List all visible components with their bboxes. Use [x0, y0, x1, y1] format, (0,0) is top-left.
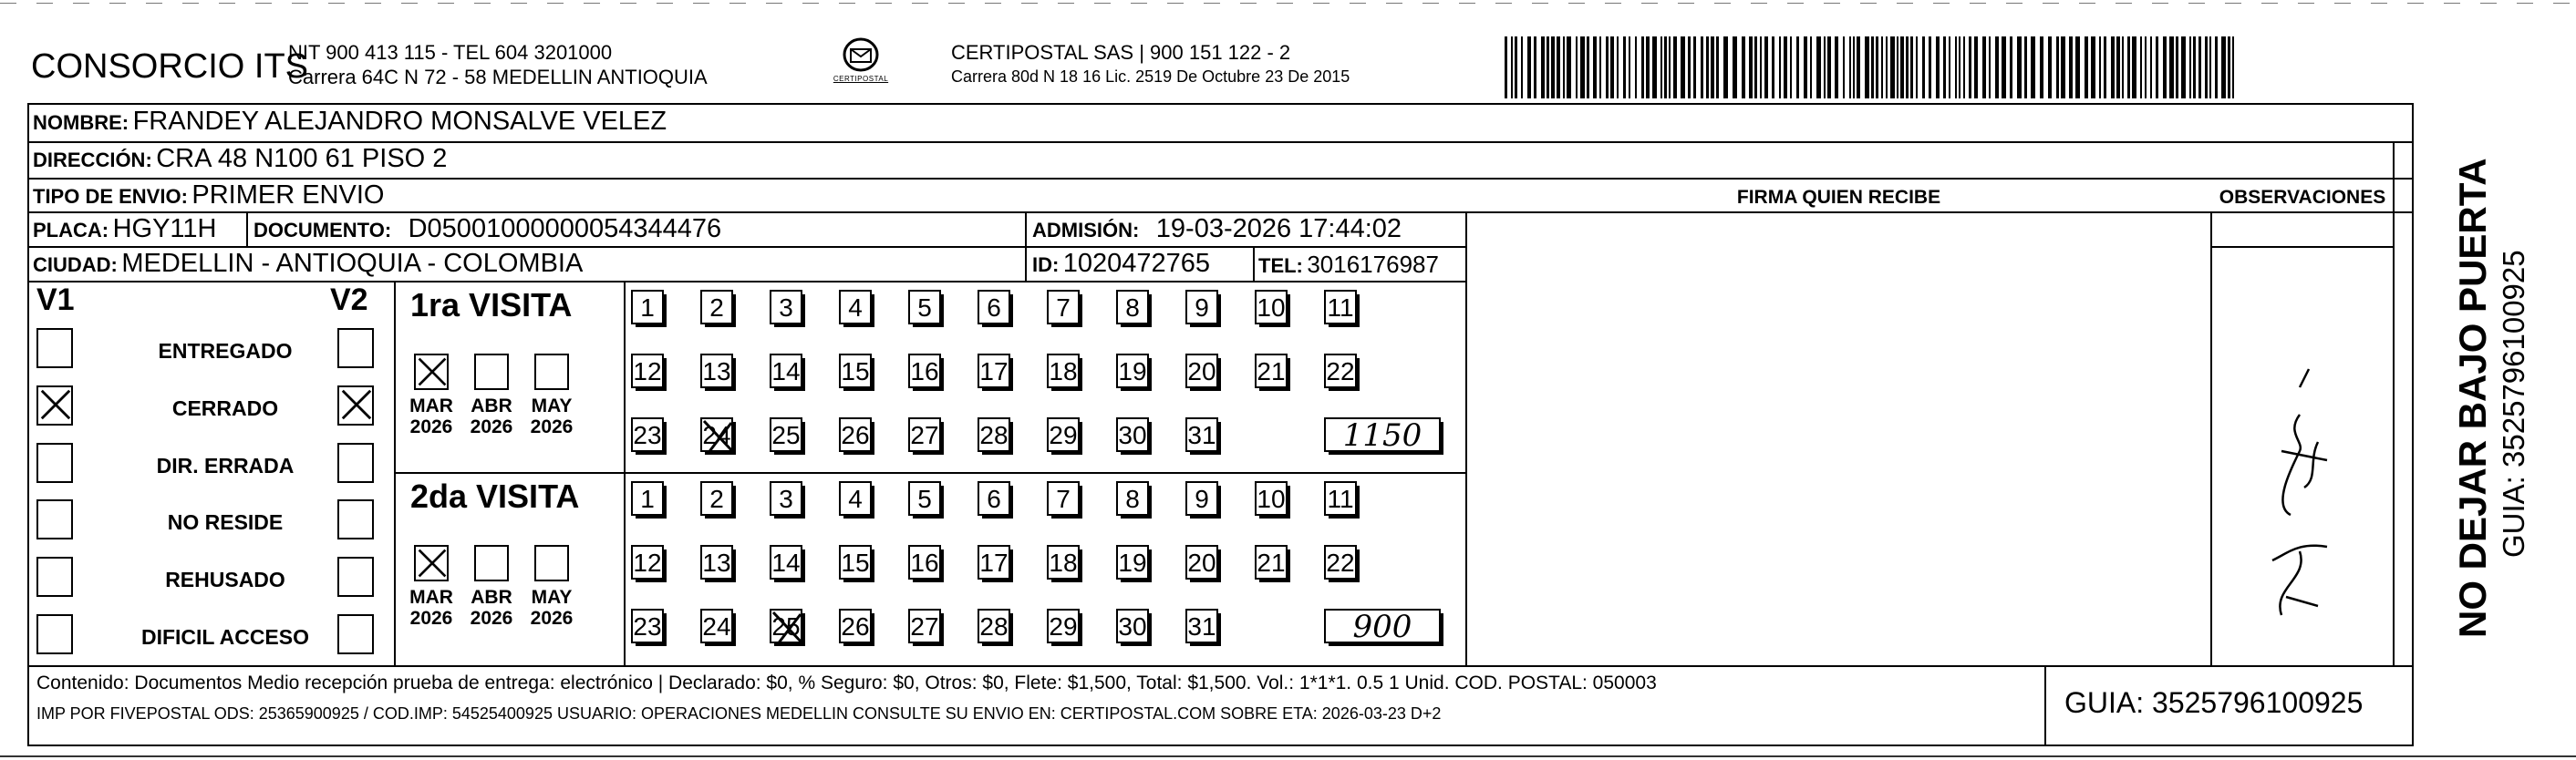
barcode-bar [2122, 36, 2124, 98]
barcode-bar [1969, 36, 1971, 98]
barcode-bar [1606, 36, 1609, 98]
barcode-bar [1660, 36, 1662, 98]
barcode-bar [2031, 36, 2035, 98]
x-mark-icon [339, 387, 374, 422]
scan-edge-top [0, 3, 2576, 4]
documento-value: D05001000000054344476 [408, 214, 722, 243]
first-visit-day-box[interactable]: 31 [1185, 417, 1218, 452]
barcode-bar [2116, 36, 2120, 98]
barcode-bar [1886, 36, 1888, 98]
first-visit-day-box[interactable]: 3 [770, 290, 802, 324]
barcode-bar [1906, 36, 1909, 98]
certipostal-logo [825, 36, 896, 91]
envelope-logo-icon [842, 36, 880, 73]
v2-checkbox-dir-errada[interactable] [337, 443, 374, 483]
tipo-envio-value: PRIMER ENVIO [191, 180, 385, 210]
v1-checkbox-dificil-acceso[interactable] [36, 614, 73, 654]
second-visit-month-may[interactable] [534, 545, 569, 581]
footer-impresion: IMP POR FIVEPOSTAL ODS: 25365900925 / COD.IMP: 54525400925 USUARIO: OPERACIONES MEDELLIN CONSULTE SU ENVIO EN: CERTIPOSTAL.COM SOBRE ETA: 2026-03-23 D+2 [36, 704, 1442, 723]
first-visit-day-box[interactable]: 28 [978, 417, 1010, 452]
first-visit-day-box[interactable]: 23 [631, 417, 664, 452]
barcode-bar [1551, 36, 1555, 98]
barcode-bar [1974, 36, 1978, 98]
scan-edge-bottom [0, 755, 2576, 757]
barcode-bar [1711, 36, 1714, 98]
first-visit-day-box[interactable]: 5 [908, 290, 941, 324]
second-visit-day-box[interactable]: 10 [1255, 481, 1288, 516]
id-label: ID: [1032, 253, 1060, 276]
firma-title: FIRMA QUIEN RECIBE [1736, 187, 1941, 208]
barcode-bar [2228, 36, 2230, 98]
barcode-bar [1784, 36, 1787, 98]
barcode-bar [2056, 36, 2059, 98]
signature-mark [2218, 333, 2386, 661]
barcode-bar [1943, 36, 1946, 98]
barcode-bar [1900, 36, 1904, 98]
v1-checkbox-rehusado[interactable] [36, 557, 73, 597]
barcode-bar [1857, 36, 1860, 98]
second-visit-day-box[interactable]: 13 [700, 545, 733, 580]
tipo-envio-field [33, 180, 384, 211]
v2-checkbox-rehusado[interactable] [337, 557, 374, 597]
second-visit-day-box[interactable]: 15 [839, 545, 872, 580]
status-label-no-reside: NO RESIDE [167, 510, 284, 534]
x-mark-icon [38, 387, 73, 422]
barcode-bar [1563, 36, 1565, 98]
id-field [1032, 249, 1210, 279]
barcode-bar [2085, 36, 2088, 98]
barcode-bar [1929, 36, 1931, 98]
barcode-bar [1646, 36, 1650, 98]
barcode-bar [2176, 36, 2178, 98]
second-visit-day-box[interactable]: 1 [631, 481, 664, 516]
barcode-bar [1890, 36, 1895, 98]
first-visit-day-box[interactable]: 12 [631, 354, 664, 388]
second-visit-day-box[interactable]: 22 [1324, 545, 1357, 580]
second-visit-day-box[interactable]: 5 [908, 481, 941, 516]
id-value: 1020472765 [1062, 249, 1211, 278]
barcode-bar [1610, 36, 1614, 98]
barcode-bar [1669, 36, 1671, 98]
first-visit-day-box[interactable]: 24 [700, 417, 733, 452]
v1-header: V1 [36, 282, 75, 317]
direccion-value: CRA 48 N100 61 PISO 2 [156, 144, 448, 173]
barcode-bar [2024, 36, 2027, 98]
certipostal-line: CERTIPOSTAL SAS | 900 151 122 - 2 [951, 41, 1291, 64]
barcode-bar [1824, 36, 1826, 98]
barcode-bar [1673, 36, 1677, 98]
placa-field [33, 214, 216, 244]
first-visit-day-box[interactable]: 10 [1255, 290, 1288, 324]
barcode-bar [1587, 36, 1589, 98]
barcode-bar [1652, 36, 1657, 98]
barcode-bar [1706, 36, 1709, 98]
second-visit-day-box[interactable]: 3 [770, 481, 802, 516]
v2-checkbox-entregado[interactable] [337, 328, 374, 368]
first-visit-day-box[interactable]: 22 [1324, 354, 1357, 388]
barcode-bar [1835, 36, 1838, 98]
side-notice: NO DEJAR BAJO PUERTA [2451, 158, 2494, 638]
certipostal-license: Carrera 80d N 18 16 Lic. 2519 De Octubre 23 De 2015 [951, 67, 1350, 86]
second-visit-month-label [462, 587, 521, 629]
barcode-bar [1910, 36, 1913, 98]
month-year: 2026 [409, 416, 453, 437]
barcode-bar [1693, 36, 1696, 98]
second-visit-day-box[interactable]: 27 [908, 609, 941, 643]
barcode-bar [1810, 36, 1812, 98]
barcode-bar [1804, 36, 1807, 98]
barcode-bar [1688, 36, 1691, 98]
barcode-bar [1790, 36, 1792, 98]
barcode-bar [2140, 36, 2142, 98]
second-visit-month-mar[interactable] [414, 545, 449, 581]
month-name: MAR [409, 395, 453, 416]
barcode-bar [1511, 36, 1513, 98]
barcode-bar [2075, 36, 2080, 98]
barcode-bar [1959, 36, 1960, 98]
barcode-bar [1749, 36, 1753, 98]
footer-guia: GUIA: 3525796100925 [2064, 686, 2364, 719]
month-name: MAR [409, 587, 453, 608]
tel-value: 3016176987 [1307, 251, 1439, 278]
second-visit-day-box[interactable]: 23 [631, 609, 664, 643]
month-name: MAY [531, 395, 573, 416]
second-visit-day-box[interactable]: 12 [631, 545, 664, 580]
second-visit-day-box[interactable]: 14 [770, 545, 802, 580]
barcode-bar [1576, 36, 1578, 98]
barcode-bar [2163, 36, 2167, 98]
first-visit-day-box[interactable]: 27 [908, 417, 941, 452]
barcode-bar [1599, 36, 1601, 98]
barcode-bar [1681, 36, 1685, 98]
barcode-bar [1701, 36, 1703, 98]
barcode-bar [1505, 36, 1507, 98]
barcode-bar [1623, 36, 1626, 98]
month-name: ABR [471, 395, 512, 416]
first-visit-day-box[interactable]: 21 [1255, 354, 1288, 388]
barcode-bar [2215, 36, 2218, 98]
barcode-bar [1916, 36, 1918, 98]
nombre-label: NOMBRE: [33, 111, 129, 134]
barcode-bar [1989, 36, 1991, 98]
first-visit-day-box[interactable]: 18 [1047, 354, 1080, 388]
month-name: MAY [531, 587, 573, 608]
company-nit: NIT 900 413 115 - TEL 604 3201000 [288, 41, 613, 64]
barcode-bar [2132, 36, 2136, 98]
certipostal-info [951, 40, 1350, 89]
barcode-bar [1779, 36, 1781, 98]
first-visit-month-label [402, 395, 460, 437]
barcode-bar [2193, 36, 2196, 98]
first-visit-day-box[interactable]: 25 [770, 417, 802, 452]
barcode-bar [2127, 36, 2130, 98]
first-visit-day-box[interactable]: 9 [1185, 290, 1218, 324]
x-mark-icon [416, 547, 449, 580]
first-visit-day-box[interactable]: 26 [839, 417, 872, 452]
second-visit-day-box[interactable]: 11 [1324, 481, 1357, 516]
documento-field [253, 214, 721, 244]
admision-value: 19-03-2026 17:44:02 [1155, 214, 1402, 243]
barcode-bar [2104, 36, 2106, 98]
second-visit-day-box[interactable]: 29 [1047, 609, 1080, 643]
barcode-bar [2198, 36, 2201, 98]
barcode-bar [1849, 36, 1851, 98]
v1-checkbox-dir-errada[interactable] [36, 443, 73, 483]
second-visit-day-box[interactable]: 17 [978, 545, 1010, 580]
second-visit-day-box[interactable]: 30 [1116, 609, 1149, 643]
documento-label: DOCUMENTO: [253, 219, 392, 241]
barcode-bar [1982, 36, 1986, 98]
form-box [27, 103, 2414, 746]
second-visit-day-box[interactable]: 24 [700, 609, 733, 643]
second-visit-day-box[interactable]: 2 [700, 481, 733, 516]
first-visit-day-box[interactable]: 17 [978, 354, 1010, 388]
barcode-bar [1963, 36, 1965, 98]
barcode-bar [1742, 36, 1745, 98]
status-label-dir-errada: DIR. ERRADA [156, 454, 295, 478]
barcode-bar [1641, 36, 1644, 98]
barcode-bar [1995, 36, 1999, 98]
barcode-bar [1723, 36, 1728, 98]
v1-checkbox-entregado[interactable] [36, 328, 73, 368]
barcode-bar [1853, 36, 1855, 98]
barcode-bar [2156, 36, 2158, 98]
barcode-bar [2232, 36, 2234, 98]
first-visit-day-box[interactable]: 15 [839, 354, 872, 388]
barcode-bar [1816, 36, 1821, 98]
barcode-bar [2221, 36, 2226, 98]
barcode-bar [1567, 36, 1571, 98]
logo-caption: CERTIPOSTAL [833, 75, 889, 83]
admision-label: ADMISIÓN: [1032, 219, 1140, 241]
company-name: CONSORCIO ITS [31, 47, 309, 86]
second-visit-day-box[interactable]: 31 [1185, 609, 1218, 643]
v1-checkbox-no-reside[interactable] [36, 499, 73, 539]
barcode-bar [1557, 36, 1560, 98]
second-visit-day-box[interactable]: 4 [839, 481, 872, 516]
barcode-bar [1541, 36, 1545, 98]
second-visit-month-abr[interactable] [474, 545, 509, 581]
second-visit-day-box[interactable]: 26 [839, 609, 872, 643]
barcode-bar [1843, 36, 1845, 98]
second-visit-day-box[interactable]: 9 [1185, 481, 1218, 516]
x-mark-icon [416, 355, 449, 388]
first-visit-day-box[interactable]: 8 [1116, 290, 1149, 324]
first-visit-day-box[interactable]: 20 [1185, 354, 1218, 388]
first-visit-month-label [522, 395, 581, 437]
barcode-bar [2017, 36, 2022, 98]
direccion-label: DIRECCIÓN: [33, 149, 152, 171]
barcode-bar [1871, 36, 1874, 98]
first-visit-day-box[interactable]: 19 [1116, 354, 1149, 388]
barcode-bar [1593, 36, 1597, 98]
barcode-bar [2209, 36, 2211, 98]
month-name: ABR [471, 587, 512, 608]
direccion-field [33, 144, 447, 174]
barcode-bar [1629, 36, 1630, 98]
first-visit-day-box[interactable]: 11 [1324, 290, 1357, 324]
admision-field [1032, 214, 1402, 244]
second-visit-day-box[interactable]: 6 [978, 481, 1010, 516]
barcode-bar [1936, 36, 1940, 98]
first-visit-day-box[interactable]: 4 [839, 290, 872, 324]
company-address: Carrera 64C N 72 - 58 MEDELLIN ANTIOQUIA [288, 66, 708, 88]
status-label-entregado: ENTREGADO [158, 339, 293, 363]
first-visit-month-mar[interactable] [414, 354, 449, 390]
second-visit-day-box[interactable]: 21 [1255, 545, 1288, 580]
side-guia: GUIA: 3525796100925 [2497, 250, 2530, 558]
first-visit-day-box[interactable]: 14 [770, 354, 802, 388]
barcode-bar [1949, 36, 1950, 98]
first-visit-day-box[interactable]: 7 [1047, 290, 1080, 324]
month-year: 2026 [470, 608, 513, 629]
day-cross-mark-icon [768, 607, 808, 649]
barcode-bar [2145, 36, 2147, 98]
second-visit-month-label [402, 587, 460, 629]
barcode-bar [2040, 36, 2043, 98]
observaciones-title: OBSERVACIONES [2219, 187, 2386, 208]
barcode-bar [1827, 36, 1831, 98]
first-visit-day-box[interactable]: 6 [978, 290, 1010, 324]
barcode-bar [1515, 36, 1517, 98]
second-visit-title: 2da VISITA [410, 478, 580, 515]
barcode-bar [1764, 36, 1768, 98]
barcode-bar [1635, 36, 1637, 98]
month-year: 2026 [530, 416, 574, 437]
second-visit-day-box[interactable]: 18 [1047, 545, 1080, 580]
month-year: 2026 [409, 608, 453, 629]
barcode-bar [1534, 36, 1536, 98]
footer-contenido: Contenido: Documentos Medio recepción prueba de entrega: electrónico | Declarado: $0, % Seguro: $0, Otros: $0, Flete: $1,500, Total: $1,500. Vol.: 1*1*1. 0.5 1 Unid. COD. POSTAL: 050003 [36, 673, 1657, 693]
barcode-bar [1876, 36, 1878, 98]
ciudad-field [33, 249, 583, 279]
barcode-bar [1881, 36, 1883, 98]
v2-checkbox-no-reside[interactable] [337, 499, 374, 539]
placa-label: PLACA: [33, 219, 109, 241]
first-visit-day-box[interactable]: 30 [1116, 417, 1149, 452]
v2-checkbox-cerrado[interactable] [337, 385, 374, 426]
placa-value: HGY11H [112, 214, 217, 243]
barcode-bar [2189, 36, 2191, 98]
barcode-bar [1527, 36, 1531, 98]
barcode-bar [1772, 36, 1774, 98]
tipo-envio-label: TIPO DE ENVIO: [33, 185, 188, 208]
nombre-value: FRANDEY ALEJANDRO MONSALVE VELEZ [132, 107, 667, 136]
barcode-bar [1547, 36, 1549, 98]
second-visit-month-label [522, 587, 581, 629]
first-visit-title: 1ra VISITA [410, 286, 573, 324]
second-visit-day-box[interactable]: 20 [1185, 545, 1218, 580]
nombre-field [33, 107, 667, 137]
barcode-bar [1760, 36, 1762, 98]
barcode-bar [1796, 36, 1799, 98]
ciudad-value: MEDELLIN - ANTIOQUIA - COLOMBIA [121, 249, 584, 278]
day-cross-mark-icon [698, 416, 739, 457]
first-visit-month-abr[interactable] [474, 354, 509, 390]
second-visit-day-box[interactable]: 7 [1047, 481, 1080, 516]
month-year: 2026 [470, 416, 513, 437]
first-visit-day-box[interactable]: 16 [908, 354, 941, 388]
barcode-bar [2099, 36, 2101, 98]
barcode-bar [1733, 36, 1737, 98]
first-visit-day-box[interactable]: 2 [700, 290, 733, 324]
first-visit-time-box: 1150 [1324, 417, 1441, 452]
first-visit-day-box[interactable]: 13 [700, 354, 733, 388]
tel-label: TEL: [1258, 254, 1303, 277]
second-visit-day-box[interactable]: 28 [978, 609, 1010, 643]
barcode-bar [2181, 36, 2186, 98]
month-year: 2026 [530, 608, 574, 629]
barcode-bar [1580, 36, 1585, 98]
company-info [288, 40, 708, 89]
barcode [1505, 36, 2234, 98]
barcode-bar [1865, 36, 1869, 98]
barcode-bar [1617, 36, 1619, 98]
barcode-bar [2048, 36, 2052, 98]
barcode-bar [2111, 36, 2115, 98]
v2-checkbox-dificil-acceso[interactable] [337, 614, 374, 654]
status-label-rehusado: REHUSADO [165, 568, 285, 591]
barcode-bar [1716, 36, 1719, 98]
barcode-bar [1955, 36, 1957, 98]
second-visit-day-box[interactable]: 25 [770, 609, 802, 643]
barcode-bar [2069, 36, 2073, 98]
second-visit-day-box[interactable]: 19 [1116, 545, 1149, 580]
barcode-bar [2061, 36, 2065, 98]
first-visit-day-box[interactable]: 1 [631, 290, 664, 324]
first-visit-month-may[interactable] [534, 354, 569, 390]
status-label-cerrado: CERRADO [171, 396, 279, 420]
barcode-bar [2091, 36, 2095, 98]
first-visit-day-box[interactable]: 29 [1047, 417, 1080, 452]
v2-header: V2 [330, 282, 368, 317]
barcode-bar [1922, 36, 1925, 98]
barcode-bar [1664, 36, 1667, 98]
barcode-bar [1897, 36, 1898, 98]
first-visit-month-label [462, 395, 521, 437]
barcode-bar [2010, 36, 2012, 98]
ciudad-label: CIUDAD: [33, 253, 118, 276]
second-visit-time-box: 900 [1324, 609, 1441, 643]
barcode-bar [2150, 36, 2152, 98]
barcode-bar [1521, 36, 1523, 98]
barcode-bar [1754, 36, 1757, 98]
tel-field [1258, 251, 1439, 279]
barcode-bar [2205, 36, 2208, 98]
second-visit-day-box[interactable]: 16 [908, 545, 941, 580]
barcode-bar [2169, 36, 2174, 98]
barcode-bar [2002, 36, 2006, 98]
v1-checkbox-cerrado[interactable] [36, 385, 73, 426]
status-label-dificil-acceso: DIFICIL ACCESO [140, 625, 309, 649]
second-visit-day-box[interactable]: 8 [1116, 481, 1149, 516]
